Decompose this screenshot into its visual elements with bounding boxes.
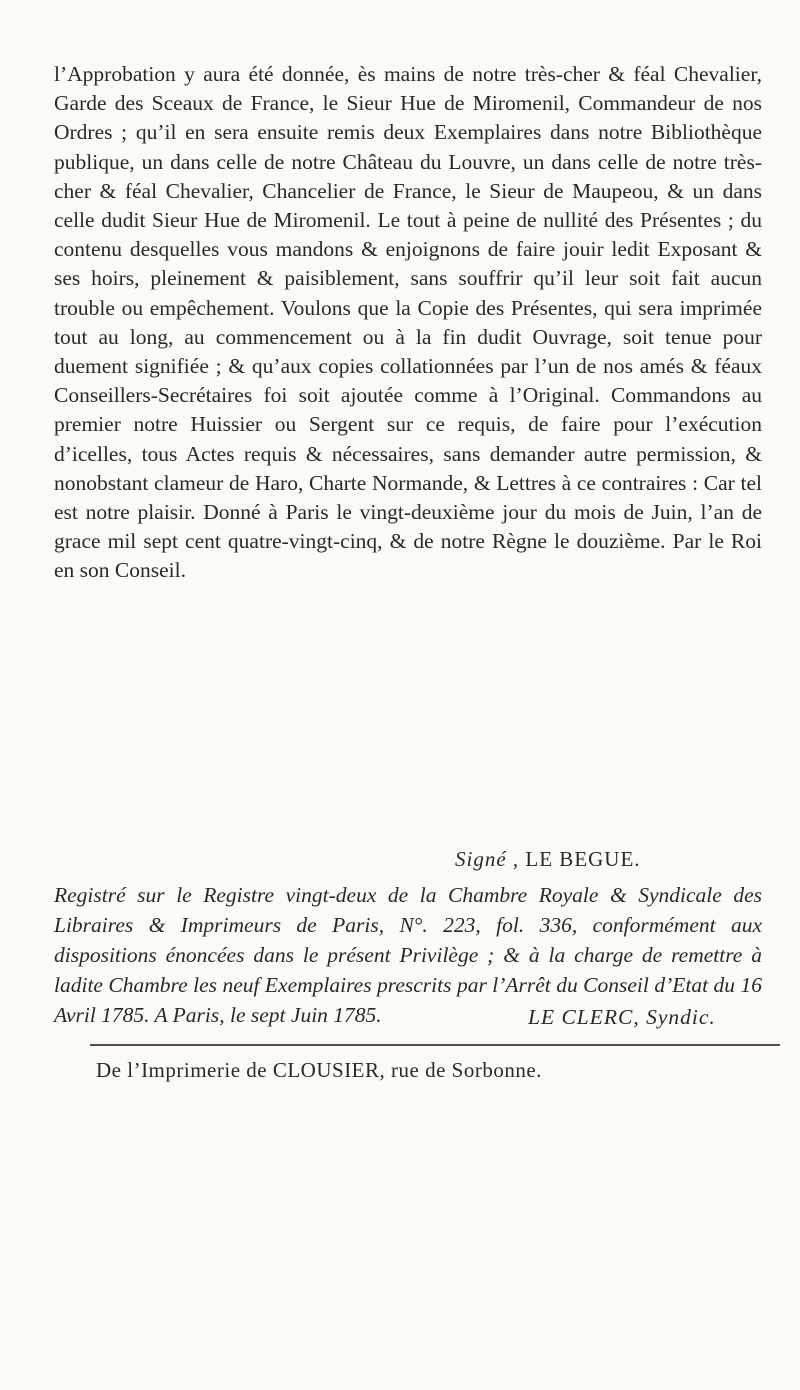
syndic-signature: LE CLERC, Syndic. <box>528 1005 716 1029</box>
signature-prefix: Signé , <box>455 847 520 871</box>
signature-line <box>455 847 641 872</box>
registration-text: Registré sur le Registre vingt-deux de la Chambre Royale & Syndicale des Libraires & Imprimeurs de Paris, N°. 223, fol. 336, conformément aux dispositions énoncées dans le présent Privilège ; & à la charge de remettre à ladite Chambre les neuf Exemplaires prescrits par l’Arrêt du Conseil d’Etat du 16 Avril 1785. A Paris, le sept Juin 1785. <box>54 883 762 1027</box>
privilege-text <box>54 60 762 586</box>
privilege-paragraph: l’Approbation y aura été donnée, ès mains de notre très-cher & féal Chevalier, Garde des Sceaux de France, le Sieur Hue de Miromenil, Commandeur de nos Ordres ; qu’il en sera ensuite remis deux Exemplaires dans notre Bibliothèque publique, un dans celle de notre Château du Louvre, un dans celle de notre très-cher & féal Chevalier, Chancelier de France, le Sieur de Maupeou, & un dans celle dudit Sieur Hue de Miromenil. Le tout à peine de nullité des Présentes ; du contenu desquelles vous mandons & enjoignons de faire jouir ledit Exposant & ses hoirs, pleinement & paisiblement, sans souffrir qu’il leur soit fait aucun trouble ou empêchement. Voulons que la Copie des Présentes, qui sera imprimée tout au long, au commencement ou à la fin dudit Ouvrage, soit tenue pour duement signifiée ; & qu’aux copies collationnées par l’un de nos amés & féaux Conseillers-Secrétaires foi soit ajoutée comme à l’Original. Commandons au premier notre Huissier ou Sergent sur ce requis, de faire pour l’exécution d’icelles, tous Actes requis & nécessaires, sans demander autre permission, & nonobstant clameur de Haro, Charte Normande, & Lettres à ce contraires : Car tel est notre plaisir. Donné à Paris le vingt-deuxième jour du mois de Juin, l’an de grace mil sept cent quatre-vingt-cinq, & de notre Règne le douzième. Par le Roi en son Conseil. <box>54 62 762 583</box>
signature-name: LE BEGUE. <box>525 847 641 871</box>
divider-rule <box>90 1044 780 1046</box>
printer-imprint: De l’Imprimerie de CLOUSIER, rue de Sorbonne. <box>96 1058 542 1082</box>
